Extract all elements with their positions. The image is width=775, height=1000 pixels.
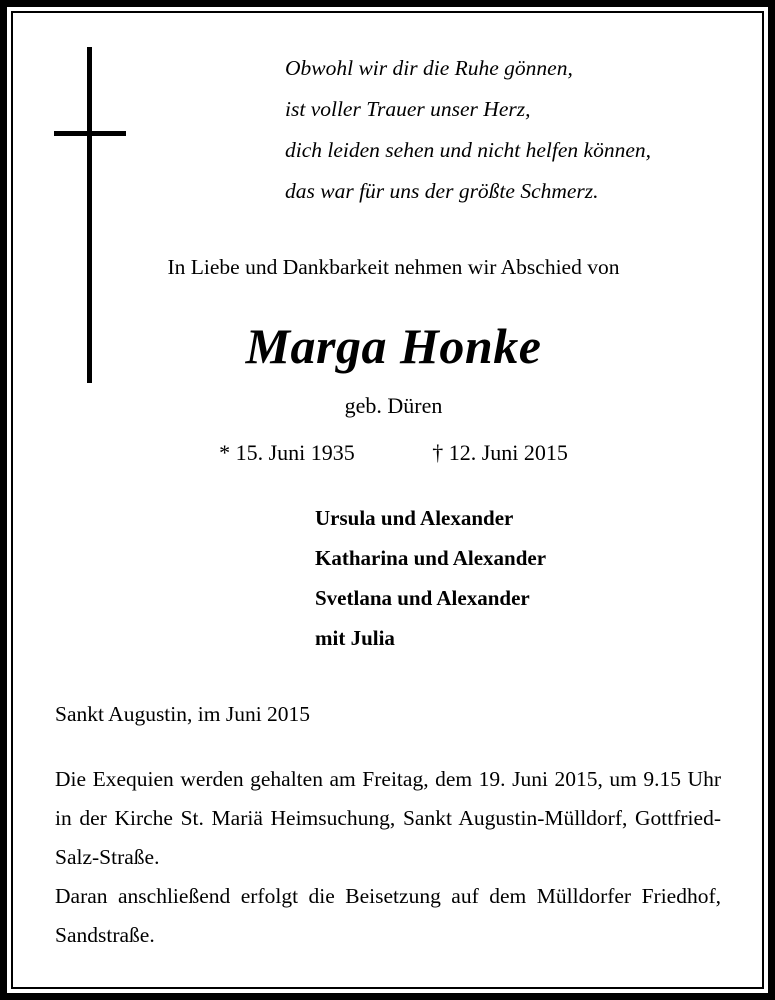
birth-date: * 15. Juni 1935	[219, 440, 355, 465]
survivor-line: Katharina und Alexander	[315, 546, 547, 570]
service-paragraph-1: Die Exequien werden gehalten am Freitag, dem 19. Juni 2015, um 9.15 Uhr in der Kirche St. Mariä Heimsuchung, Sankt Augustin-Mülldorf, Gottfried-Salz-Straße.	[55, 767, 721, 869]
survivors-list	[315, 498, 675, 658]
deceased-name: Marga Honke	[245, 318, 542, 374]
verse-line-3: dich leiden sehen und nicht helfen können,	[285, 138, 651, 162]
verse-line-1: Obwohl wir dir die Ruhe gönnen,	[285, 56, 573, 80]
verse-line-2: ist voller Trauer unser Herz,	[285, 97, 531, 121]
place-and-date: Sankt Augustin, im Juni 2015	[55, 702, 311, 726]
service-details	[55, 760, 721, 955]
verse-line-4: das war für uns der größte Schmerz.	[285, 179, 599, 203]
life-dates	[0, 438, 775, 468]
dedication-text: In Liebe und Dankbarkeit nehmen wir Abschied von	[167, 255, 620, 279]
survivor-line: Ursula und Alexander	[315, 506, 514, 530]
survivor-line: Svetlana und Alexander	[315, 586, 530, 610]
survivor-line: mit Julia	[315, 626, 395, 650]
memorial-verse	[285, 48, 735, 212]
service-paragraph-2: Daran anschließend erfolgt die Beisetzung auf dem Mülldorfer Friedhof, Sandstraße.	[55, 884, 721, 947]
death-date: † 12. Juni 2015	[432, 440, 568, 465]
deceased-maiden-name: geb. Düren	[344, 393, 443, 418]
cross-horizontal-bar	[54, 131, 126, 136]
